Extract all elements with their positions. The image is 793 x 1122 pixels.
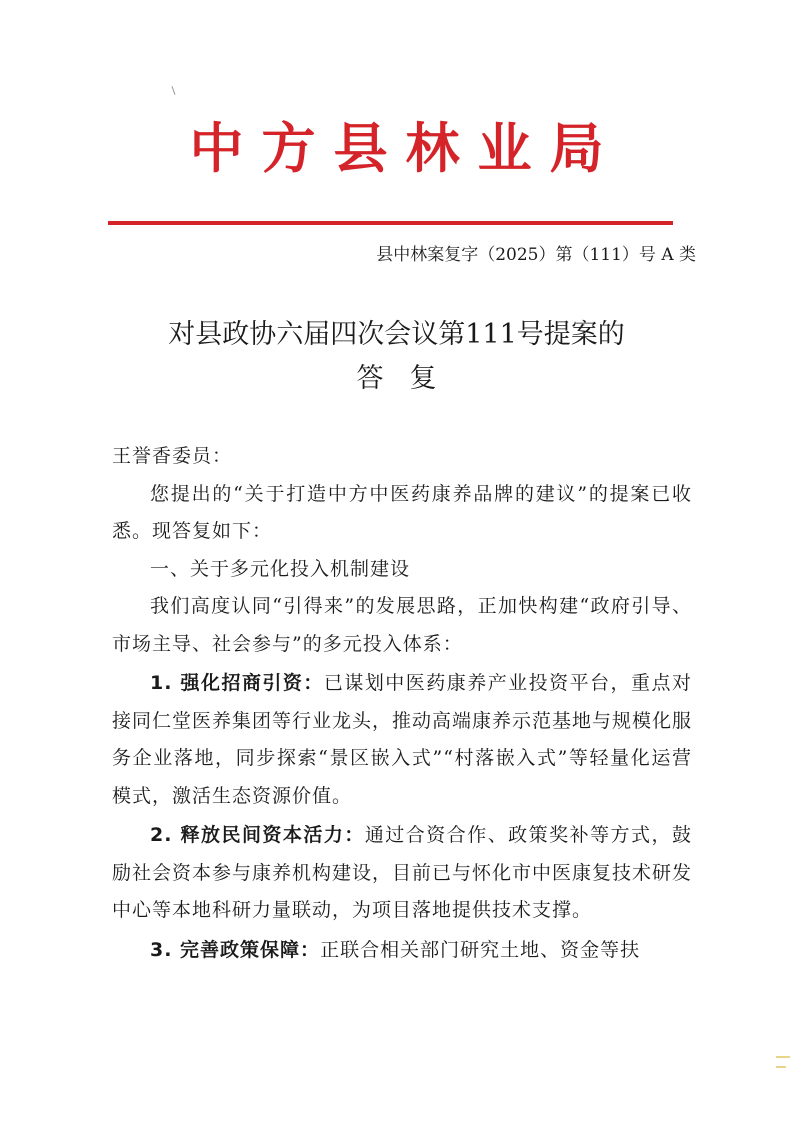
list-item-label: 2. 释放民间资本活力：	[150, 824, 365, 846]
section-heading: 一、关于多元化投入机制建设	[150, 557, 411, 580]
list-item-text: 正联合相关部门研究土地、资金等扶	[320, 938, 641, 961]
document-number: 县中林案复字（2025）第（111）号 A 类	[376, 245, 696, 265]
salutation: 王誉香委员：	[112, 445, 233, 467]
document-subject	[0, 313, 793, 401]
section-intro-paragraph: 我们高度认同“引得来”的发展思路，正加快构建“政府引导、市场主导、社会参与”的多元投入体系：	[112, 595, 692, 655]
list-item-text: 通过合资合作、政策奖补等方式，鼓励社会资本参与康养机构建设，目前已与怀化市中医康复技术研发中心等本地科研力量联动，为项目落地提供技术支撑。	[112, 824, 693, 921]
document-body	[112, 438, 692, 969]
list-item-text: 已谋划中医药康养产业投资平台，重点对接同仁堂医养集团等行业龙头，推动高端康养示范基地与规模化服务企业落地，同步探索“景区嵌入式”“村落嵌入式”等轻量化运营模式，激活生态资源价值。	[112, 672, 693, 807]
red-header-rule	[108, 221, 673, 225]
scan-mark	[776, 1066, 786, 1068]
list-item-label: 3. 完善政策保障：	[150, 938, 321, 961]
subject-line-2: 答复	[356, 363, 463, 394]
subject-line-1: 对县政协六届四次会议第111号提案的	[168, 319, 625, 350]
org-header-title: 中方县林业局	[189, 116, 622, 180]
list-item-label: 1. 强化招商引资：	[150, 672, 324, 694]
scan-mark	[171, 86, 175, 95]
scan-mark	[776, 1056, 790, 1058]
list-item	[112, 932, 692, 970]
list-item	[112, 665, 692, 815]
list-item	[112, 817, 692, 930]
intro-paragraph: 您提出的“关于打造中方中医药康养品牌的建议”的提案已收悉。现答复如下：	[112, 482, 692, 542]
